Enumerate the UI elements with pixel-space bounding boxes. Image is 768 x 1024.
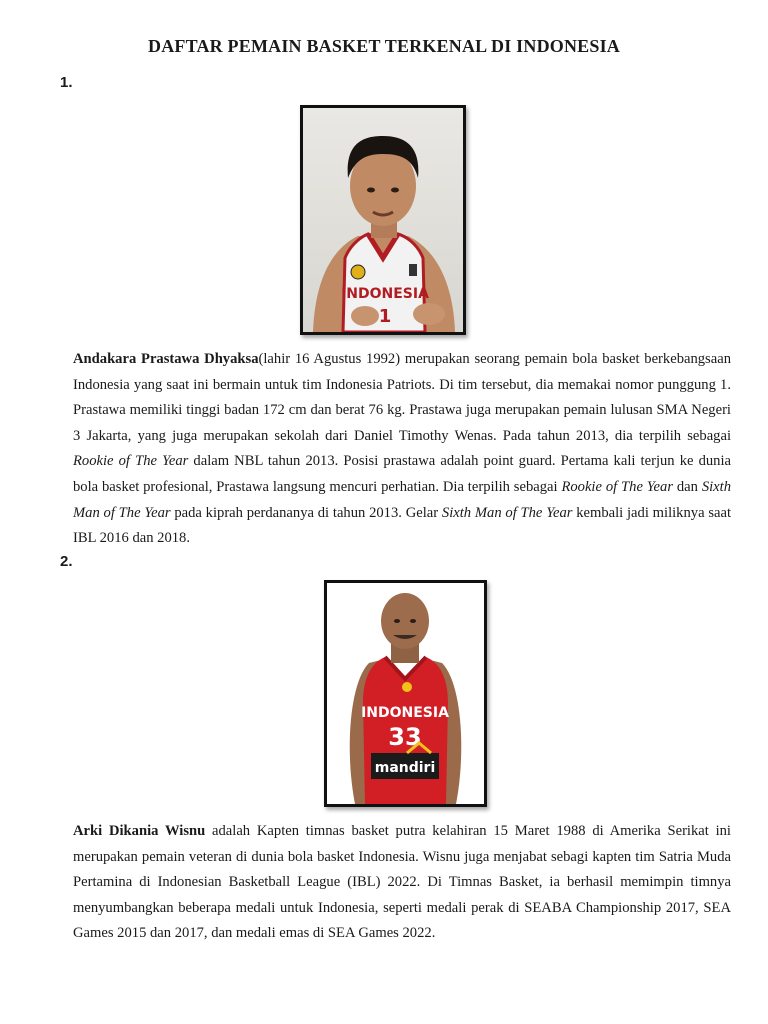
jersey-sponsor-2: mandiri bbox=[374, 760, 436, 776]
jersey-text-1: INDONESIA bbox=[341, 286, 429, 302]
player-name-1: Andakara Prastawa Dhyaksa bbox=[73, 351, 259, 367]
bio-segment: adalah Kapten timnas basket putra kelahiran 15 Maret 1988 di Amerika Serikat ini merupakan pemain veteran di dunia bola basket Indonesia. Wisnu juga menjabat sebagi kapten tim Satria Muda Pertamina di Indonesian Basketball League (IBL) 2022. Di Timnas Basket, ia berhasil memimpin timnya menyumbangkan beberapa medali untuk Indonesia, seperti medali perak di SEABA Championship 2017, SEA Games 2015 dan 2017, dan medali emas di SEA Games 2022. bbox=[73, 823, 731, 942]
bio-segment: dan bbox=[673, 478, 702, 495]
jersey-number-2: 33 bbox=[388, 723, 422, 751]
bio-segment: Rookie of The Year bbox=[561, 478, 674, 495]
player-bio-2 bbox=[73, 819, 731, 947]
player-photo-2 bbox=[324, 580, 487, 807]
player-name-2: Arki Dikania Wisnu bbox=[73, 823, 206, 839]
bio-segment: kembali jadi miliknya saat IBL 2016 dan 2018. bbox=[73, 504, 732, 547]
bio-segment: pada kiprah perdananya di tahun 2013. Gelar bbox=[170, 504, 442, 521]
player-bio-text-1 bbox=[73, 351, 731, 546]
list-number-1: 1. bbox=[60, 74, 73, 91]
player-bio-1 bbox=[73, 347, 731, 552]
bio-segment: (lahir 16 Agustus 1992) merupakan seorang pemain bola basket berkebangsaan Indonesia yang saat ini bermain untuk tim Indonesia Patriots. Di tim tersebut, dia memakai nomor punggung 1. Prastawa memiliki tinggi badan 172 cm dan berat 76 kg. Prastawa juga merupakan pemain lulusan SMA Negeri 3 Jakarta, yang juga merupakan sekolah dari Daniel Timothy Wenas. Pada tahun 2013, dia terpilih sebagai bbox=[73, 351, 731, 444]
jersey-number-1: 1 bbox=[378, 306, 392, 327]
jersey-text-2: INDONESIA bbox=[361, 705, 449, 721]
bio-segment: dalam NBL tahun 2013. Posisi prastawa adalah point guard. Pertama kali terjun ke dunia bola basket profesional, Prastawa langsung mencuri perhatian. Dia terpilih sebagai bbox=[73, 453, 731, 495]
page-title: DAFTAR PEMAIN BASKET TERKENAL DI INDONESIA bbox=[148, 36, 620, 56]
player-1-portrait-image bbox=[303, 108, 463, 332]
list-number-2: 2. bbox=[60, 553, 73, 570]
player-photo-1 bbox=[300, 105, 466, 335]
player-2-portrait-image bbox=[327, 583, 484, 804]
bio-segment: Sixth Man of The Year bbox=[441, 504, 573, 521]
bio-segment: Sixth Man of The Year bbox=[73, 478, 731, 521]
bio-segment: Rookie of The Year bbox=[73, 453, 189, 470]
player-bio-text-2 bbox=[73, 823, 731, 941]
